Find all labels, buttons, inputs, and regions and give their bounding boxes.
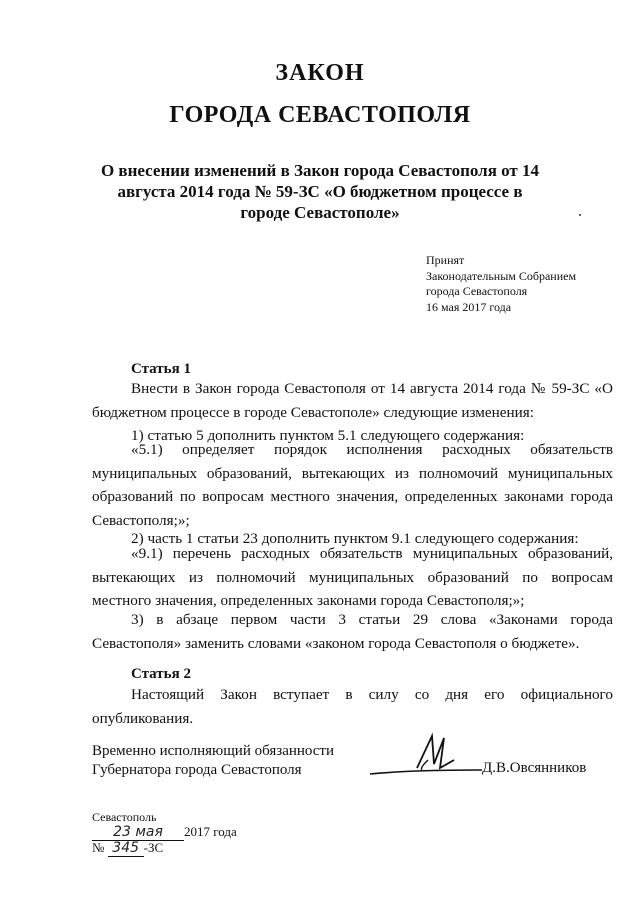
signatory-name: Д.В.Овсянников xyxy=(482,760,587,776)
number-suffix: -ЗС xyxy=(143,840,164,855)
acceptance-line: города Севастополя xyxy=(426,284,528,298)
article-2-heading: Статья 2 xyxy=(131,666,191,682)
handwritten-date: 23 мая xyxy=(92,824,184,841)
document-title-city: ГОРОДА СЕВАСТОПОЛЯ xyxy=(169,102,471,128)
article-1-paragraph: «5.1) определяет порядок исполнения расходных обязательств муниципальных образований, вытекающих из полномочий муниципальных образований по вопросам местного значения, определенных законами города Севастополя;»; xyxy=(92,441,613,529)
acceptance-block xyxy=(426,253,576,315)
document-title: ЗАКОН xyxy=(275,60,365,86)
number-sign: № xyxy=(92,840,105,855)
law-number xyxy=(92,840,163,857)
handwritten-signature xyxy=(362,730,492,780)
article-1-paragraph: «9.1) перечень расходных обязательств муниципальных образований, вытекающих из полномочий муниципальных образований по вопросам местного значения, определенных законами города Севастополя;»; xyxy=(92,545,613,609)
article-1-heading: Статья 1 xyxy=(131,361,191,377)
footer-city: Севастополь xyxy=(92,810,157,824)
article-2-paragraph: Настоящий Закон вступает в силу со дня его официального опубликования. xyxy=(92,686,613,727)
signing-date xyxy=(92,824,237,841)
acceptance-line: Законодательным Собранием xyxy=(426,268,577,283)
acceptance-line: Принят xyxy=(426,253,465,267)
signatory-position-line: Временно исполняющий обязанности xyxy=(92,743,335,759)
date-year: 2017 года xyxy=(184,824,237,839)
scan-speck xyxy=(579,214,581,216)
article-1-paragraph: 1) статью 5 дополнить пунктом 5.1 следующего содержания: xyxy=(131,427,525,444)
document-subtitle: О внесении изменений в Закон города Севастополя от 14 августа 2014 года № 59-ЗС «О бюджетном процессе в городе Севастополе» xyxy=(100,161,540,222)
article-1-paragraph: 3) в абзаце первом части 3 статьи 29 слова «Законами города Севастополя» заменить словами «законом города Севастополя о бюджете». xyxy=(92,611,613,652)
article-1-paragraph: Внести в Закон города Севастополя от 14 августа 2014 года № 59-ЗС «О бюджетном процессе в городе Севастополе» следующие изменения: xyxy=(92,380,613,421)
signatory-position xyxy=(92,742,334,780)
handwritten-number: 345 xyxy=(108,840,144,857)
signatory-position-line: Губернатора города Севастополя xyxy=(92,762,302,778)
article-1-paragraph: 2) часть 1 статьи 23 дополнить пунктом 9.1 следующего содержания: xyxy=(131,530,579,547)
acceptance-date: 16 мая 2017 года xyxy=(426,299,512,314)
